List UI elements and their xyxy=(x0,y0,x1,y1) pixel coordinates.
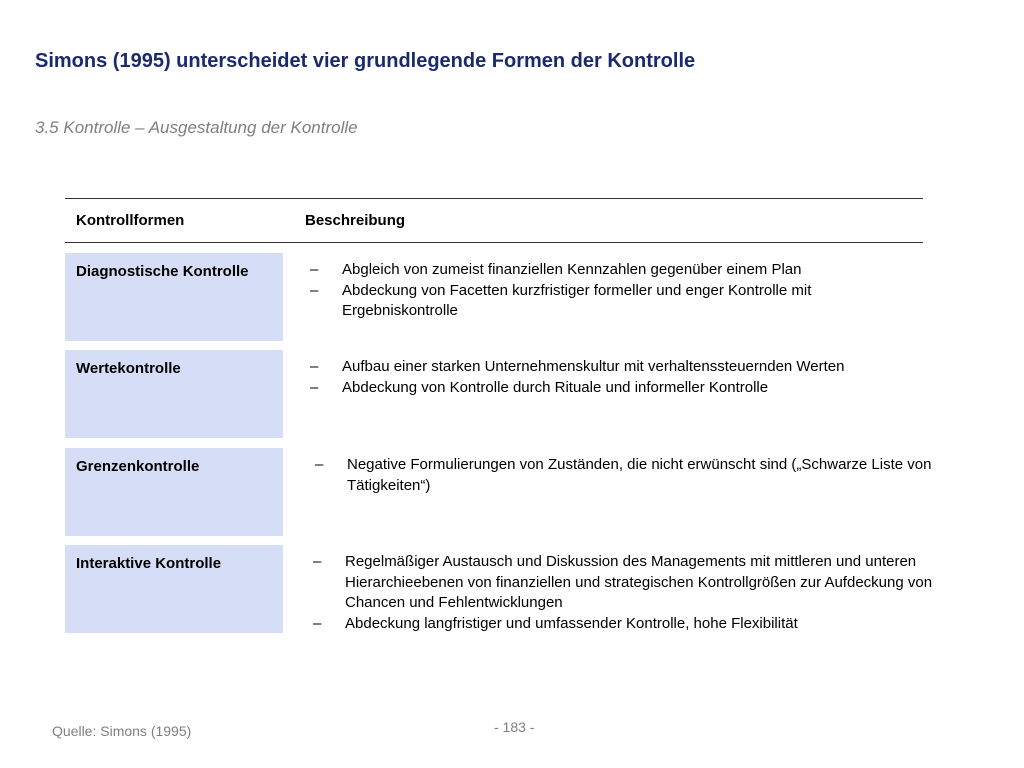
dash-bullet: – xyxy=(310,358,319,375)
description-item xyxy=(310,357,930,378)
footer-source: Quelle: Simons (1995) xyxy=(52,723,192,739)
table-header-rule xyxy=(65,242,923,243)
description-text: Aufbau einer starken Unternehmenskultur mit verhaltenssteuernden Werten xyxy=(342,358,845,375)
row-label-interaktive: Interaktive Kontrolle xyxy=(76,555,222,572)
row-label-grenzen: Grenzenkontrolle xyxy=(76,458,200,475)
row-label-werte: Wertekontrolle xyxy=(76,360,181,377)
row-label-box-diagnostische xyxy=(65,253,283,341)
row-label-box-grenzen xyxy=(65,448,283,536)
column-header-kontrollformen: Kontrollformen xyxy=(76,212,185,229)
description-text: Regelmäßiger Austausch und Diskussion des Managements mit mittleren und unteren Hierarchieebenen von finanziellen und strategischen Kontrollgrößen zur Aufdeckung von Chancen und Fehlentwicklungen xyxy=(345,553,933,611)
description-text: Abgleich von zumeist finanziellen Kennzahlen gegenüber einem Plan xyxy=(342,261,802,278)
row-description-werte xyxy=(310,357,930,398)
description-item xyxy=(313,552,938,614)
page-number: - 183 - xyxy=(494,719,535,735)
table-top-rule xyxy=(65,198,923,199)
description-item xyxy=(313,614,938,635)
description-item xyxy=(310,378,930,399)
dash-bullet: – xyxy=(310,378,319,396)
row-label-box-interaktive xyxy=(65,545,283,633)
slide-subtitle: 3.5 Kontrolle – Ausgestaltung der Kontrolle xyxy=(35,118,358,137)
row-description-grenzen xyxy=(315,455,955,496)
description-item xyxy=(310,281,910,322)
dash-bullet: – xyxy=(315,456,324,473)
row-label-box-werte xyxy=(65,350,283,438)
row-description-diagnostische xyxy=(310,260,910,322)
dash-bullet: – xyxy=(313,614,322,632)
description-text: Abdeckung langfristiger und umfassender Kontrolle, hohe Flexibilität xyxy=(345,614,798,632)
column-header-beschreibung: Beschreibung xyxy=(305,212,406,229)
description-item xyxy=(310,260,910,281)
description-text: Abdeckung von Facetten kurzfristiger formeller und enger Kontrolle mit Ergebniskontrolle xyxy=(342,281,812,319)
row-description-interaktive xyxy=(313,552,938,634)
dash-bullet: – xyxy=(310,261,319,278)
dash-bullet: – xyxy=(310,281,319,299)
row-label-diagnostische: Diagnostische Kontrolle xyxy=(76,263,249,280)
slide-title: Simons (1995) unterscheidet vier grundlegende Formen der Kontrolle xyxy=(35,50,696,72)
description-text: Negative Formulierungen von Zuständen, die nicht erwünscht sind („Schwarze Liste von Tätigkeiten“) xyxy=(347,456,932,494)
dash-bullet: – xyxy=(313,553,322,570)
description-text: Abdeckung von Kontrolle durch Rituale und informeller Kontrolle xyxy=(342,378,769,396)
description-item xyxy=(315,455,955,496)
